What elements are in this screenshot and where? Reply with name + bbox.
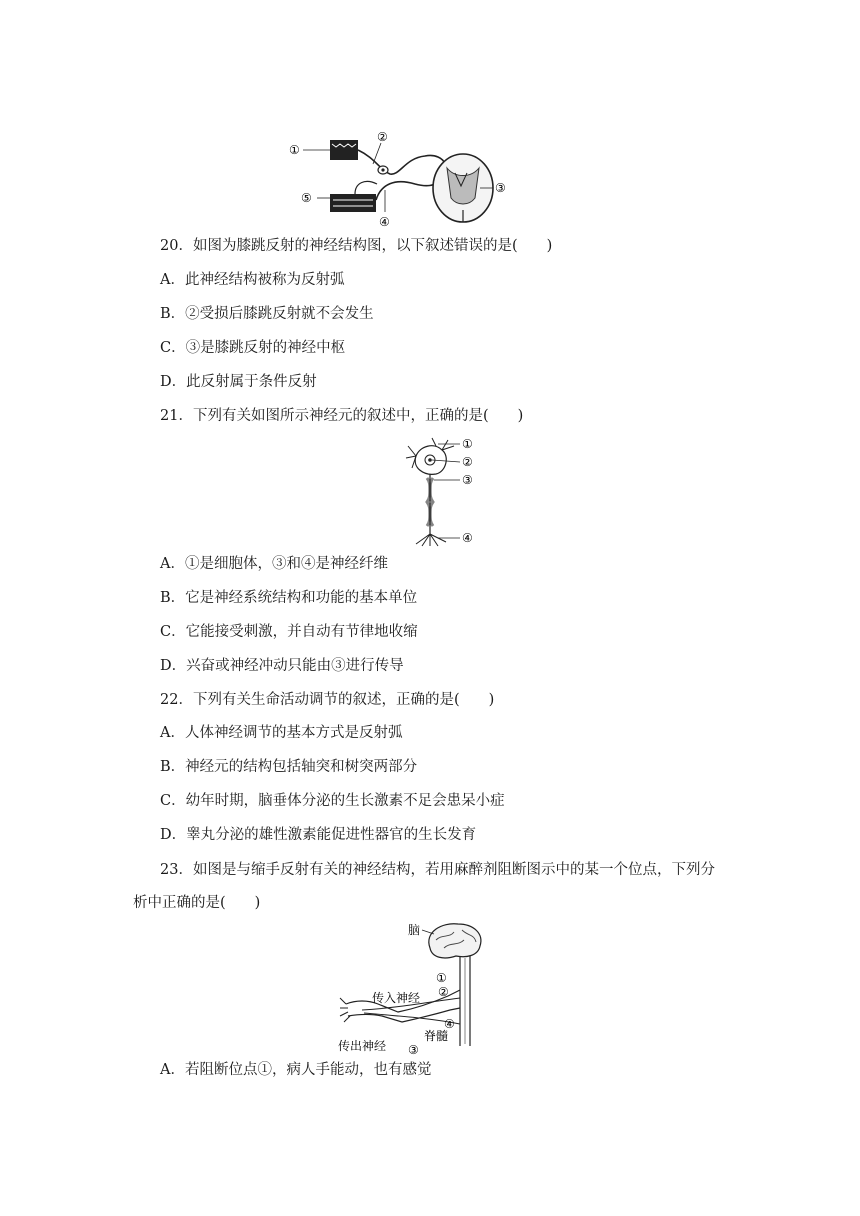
- fig21-label-2: ②: [462, 455, 473, 469]
- question-20-stem: 20．如图为膝跳反射的神经结构图，以下叙述错误的是( ): [160, 238, 553, 254]
- neuron-diagram: [402, 436, 482, 548]
- fig21-label-3: ③: [462, 473, 473, 487]
- question-22-stem: 22．下列有关生命活动调节的叙述，正确的是( ): [160, 692, 495, 708]
- question-22-option-b: B．神经元的结构包括轴突和树突两部分: [160, 759, 418, 775]
- fig23-label-afferent: 传入神经: [372, 991, 421, 1005]
- question-21-option-a: A．①是细胞体，③和④是神经纤维: [160, 556, 388, 572]
- fig23-label-2: ②: [438, 985, 449, 999]
- question-20-option-c: C．③是膝跳反射的神经中枢: [160, 340, 346, 356]
- fig23-label-brain: 脑: [408, 923, 421, 937]
- fig20-label-1: ①: [289, 143, 300, 157]
- fig20-label-2: ②: [377, 130, 388, 144]
- question-22-option-d: D．睾丸分泌的雄性激素能促进性器官的生长发育: [160, 827, 477, 843]
- question-21-option-d: D．兴奋或神经冲动只能由③进行传导: [160, 658, 404, 674]
- fig20-label-4: ④: [379, 215, 390, 229]
- fig21-label-1: ①: [462, 437, 473, 451]
- question-20-option-d: D．此反射属于条件反射: [160, 374, 317, 390]
- question-23-stem-line-2: 析中正确的是( ): [133, 895, 261, 911]
- question-21-option-c: C．它能接受刺激，并自动有节律地收缩: [160, 624, 418, 640]
- question-21-stem: 21．下列有关如图所示神经元的叙述中，正确的是( ): [160, 408, 524, 424]
- fig23-label-3: ③: [408, 1043, 419, 1056]
- withdrawal-reflex-figure: [338, 918, 498, 1056]
- fig23-label-1: ①: [436, 971, 447, 985]
- question-20-option-b: B．②受损后膝跳反射就不会发生: [160, 306, 374, 322]
- fig20-label-3: ③: [495, 181, 505, 195]
- knee-jerk-reflex-figure: [285, 128, 505, 230]
- withdrawal-reflex-diagram: [338, 918, 498, 1056]
- reflex-arc-diagram: [285, 128, 505, 230]
- question-22-option-a: A．人体神经调节的基本方式是反射弧: [160, 725, 403, 741]
- effector-block: [330, 194, 376, 212]
- question-22-option-c: C．幼年时期，脑垂体分泌的生长激素不足会患呆小症: [160, 793, 505, 809]
- fig23-label-4: ④: [444, 1017, 455, 1031]
- fig23-label-efferent: 传出神经: [338, 1039, 387, 1053]
- question-23-stem-line-1: 23．如图是与缩手反射有关的神经结构，若用麻醉剂阻断图示中的某一个位点，下列分: [160, 862, 715, 878]
- fig21-label-4: ④: [462, 531, 473, 545]
- neuron-figure: [402, 436, 482, 548]
- receptor-block: [330, 140, 358, 160]
- question-23-option-a: A．若阻断位点①，病人手能动，也有感觉: [160, 1062, 432, 1078]
- question-21-option-b: B．它是神经系统结构和功能的基本单位: [160, 590, 418, 606]
- question-20-option-a: A．此神经结构被称为反射弧: [160, 272, 345, 288]
- fig20-label-5: ⑤: [301, 191, 312, 205]
- fig23-label-spinal: 脊髓: [424, 1029, 449, 1043]
